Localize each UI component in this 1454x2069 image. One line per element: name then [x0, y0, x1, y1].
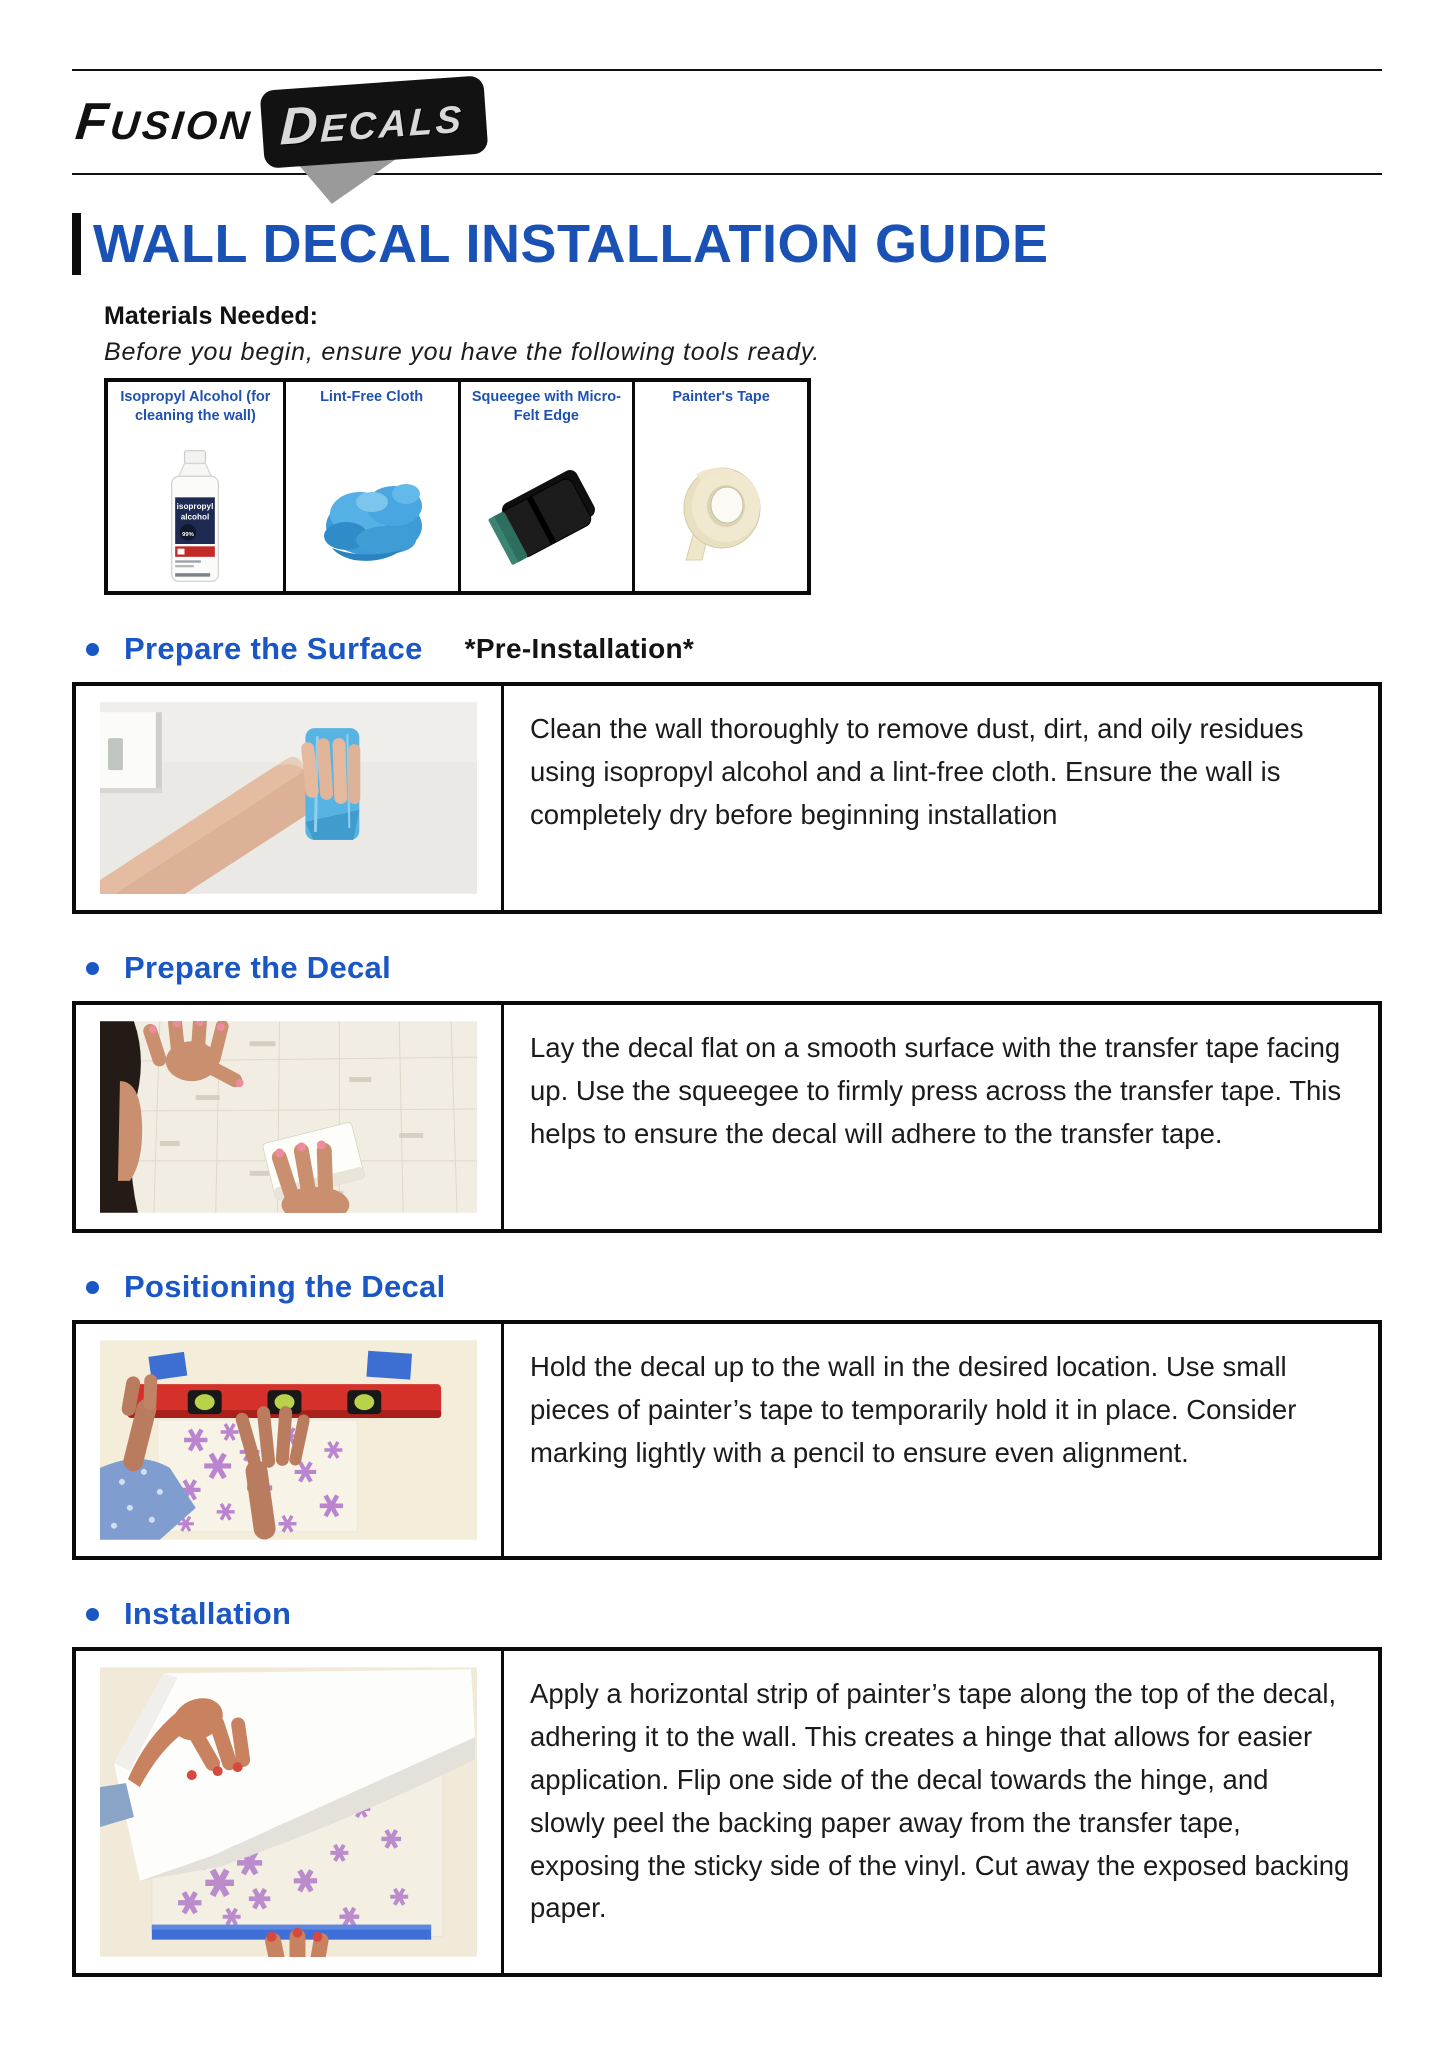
- material-name: Squeegee with Micro-Felt Edge: [471, 389, 621, 424]
- svg-text:alcohol: alcohol: [181, 512, 210, 521]
- step-table-positioning-decal: [72, 1320, 1382, 1560]
- tape-roll-icon: [639, 444, 803, 587]
- materials-needed-label: Materials Needed:: [104, 302, 318, 330]
- page-title: WALL DECAL INSTALLATION GUIDE: [93, 214, 1049, 274]
- pre-installation-note: *Pre-Installation*: [464, 633, 695, 664]
- step-photo-level-and-painters-tape: [76, 1324, 504, 1556]
- step-photo-peeling-backing-paper: [76, 1651, 504, 1973]
- step-title: Installation: [124, 1596, 292, 1631]
- bullet-icon: [86, 1608, 99, 1621]
- material-name: Isopropyl Alcohol (for cleaning the wall): [120, 389, 271, 424]
- step-body-text: Apply a horizontal strip of painter’s tape along the top of the decal, adhering it to the wall. This creates a hinge that allows for easier application. Flip one side of the decal towards the hinge, and slowly peel the backing paper away from the transfer tape, exposing the sticky side of the vinyl. Cut away the exposed backing paper.: [530, 1678, 1350, 1924]
- material-lint-free-cloth: [283, 382, 458, 591]
- step-table-prepare-surface: [72, 682, 1382, 914]
- material-name: Lint-Free Cloth: [320, 389, 424, 405]
- step-heading-installation: [72, 1596, 1382, 1632]
- logo-row: [72, 71, 1382, 173]
- step-body-text: Clean the wall thoroughly to remove dust, dirt, and oily residues using isopropyl alcohol and a lint-free cloth. Ensure the wall is completely dry before beginning installation: [530, 713, 1304, 830]
- alcohol-bottle-icon: [112, 444, 279, 587]
- step-title: Prepare the Surface: [124, 631, 423, 666]
- step-body-text: Hold the decal up to the wall in the desired location. Use small pieces of painter’s tape to temporarily hold it in place. Consider marking lightly with a pencil to ensure even alignment.: [530, 1351, 1297, 1468]
- bullet-icon: [86, 1281, 99, 1294]
- blue-cloth-icon: [290, 444, 454, 587]
- logo-badge: [260, 75, 489, 168]
- logo-word-fusion: FUSION: [72, 93, 255, 151]
- materials-intro-text: Before you begin, ensure you have the following tools ready.: [104, 338, 821, 366]
- title-accent-bar: [72, 213, 81, 275]
- step-body-text: Lay the decal flat on a smooth surface with the transfer tape facing up. Use the squeegee to firmly press across the transfer tape. This helps to ensure the decal will adhere to the transfer tape.: [530, 1032, 1342, 1149]
- squeegee-icon: [465, 444, 629, 587]
- step-photo-hand-wiping-wall: [76, 686, 504, 910]
- material-name: Painter's Tape: [672, 389, 770, 405]
- title-row: [72, 213, 1382, 275]
- svg-text:99%: 99%: [182, 531, 195, 538]
- material-isopropyl-alcohol: [108, 382, 283, 591]
- logo-word-decals: DECALS: [279, 95, 466, 157]
- step-heading-positioning-decal: [72, 1269, 1382, 1305]
- step-photo-pressing-decal-with-squeegee: [76, 1005, 504, 1229]
- fusion-decals-logo: [72, 83, 487, 161]
- step-table-installation: [72, 1647, 1382, 1977]
- material-squeegee: [458, 382, 633, 591]
- step-table-prepare-decal: [72, 1001, 1382, 1233]
- installation-guide-page: [0, 69, 1454, 2069]
- bullet-icon: [86, 643, 99, 656]
- step-heading-prepare-surface: [72, 631, 1382, 667]
- bullet-icon: [86, 962, 99, 975]
- step-title: Positioning the Decal: [124, 1269, 446, 1304]
- materials-table: [104, 378, 811, 595]
- logo-bottom-divider: [72, 173, 1382, 175]
- step-title: Prepare the Decal: [124, 950, 392, 985]
- svg-text:isopropyl: isopropyl: [177, 501, 214, 511]
- step-heading-prepare-decal: [72, 950, 1382, 986]
- material-painters-tape: [632, 382, 807, 591]
